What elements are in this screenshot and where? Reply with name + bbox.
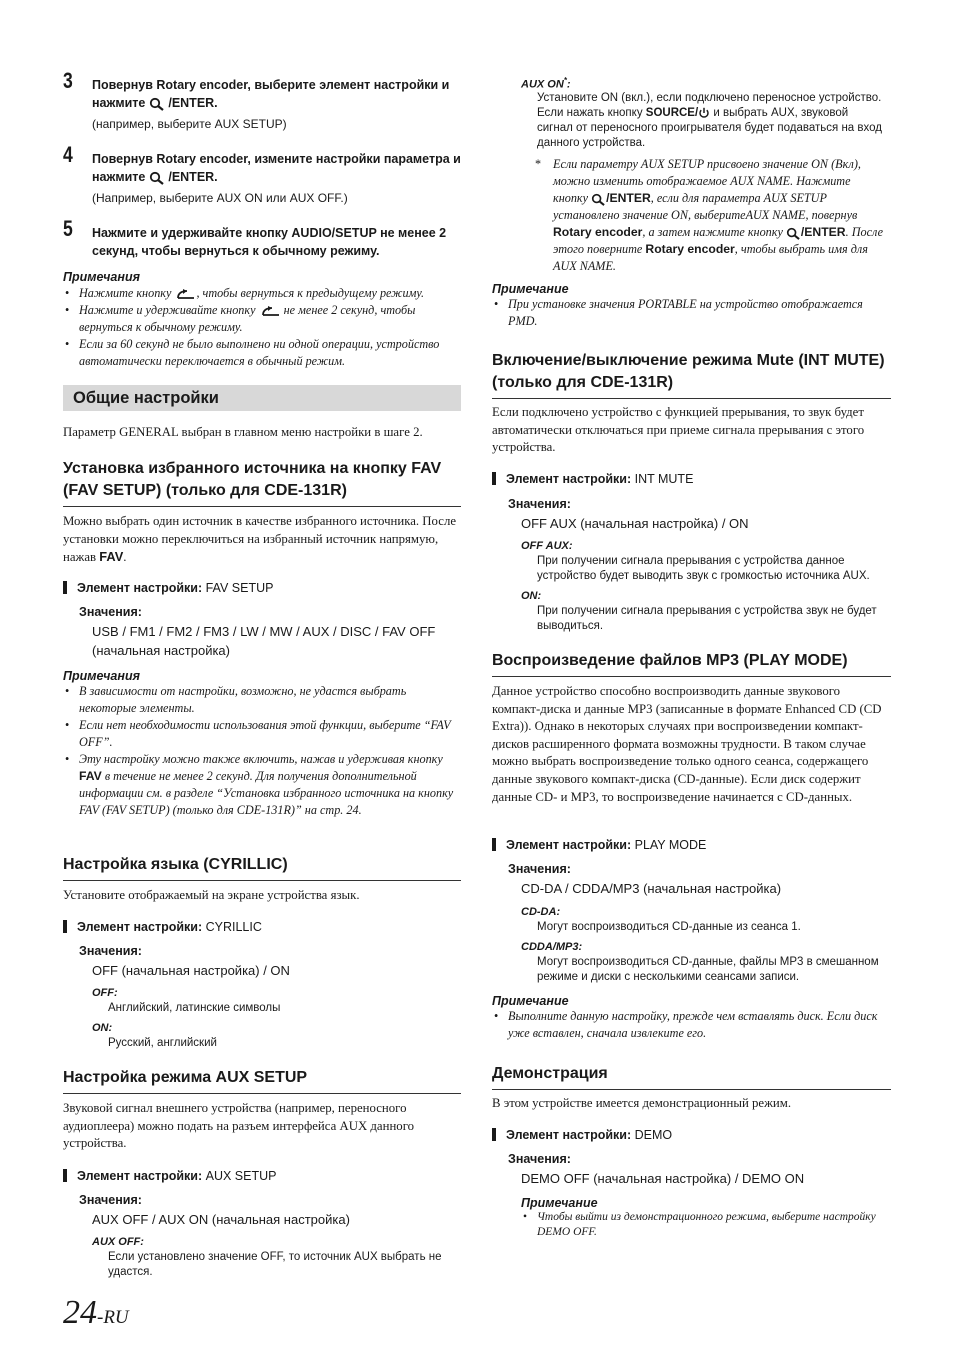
values-text: CD-DA / CDDA/MP3 (начальная настройка) bbox=[521, 881, 782, 896]
auxon-text: Установите ON (вкл.), если подключено переносное устройство. Если нажать кнопку SOURCE/ и выбрать AUX, звуковой сигнал от переносного проигрывателя будет подаваться на вход данного устройства. bbox=[537, 92, 882, 149]
option-heading: OFF AUX: bbox=[521, 540, 573, 552]
step-example: (например, выберите AUX SETUP) bbox=[92, 117, 287, 131]
setting-element: Элемент настройки: PLAY MODE bbox=[492, 838, 706, 852]
auxon-note bbox=[492, 282, 891, 330]
values-text: AUX OFF / AUX ON (начальная настройка) bbox=[92, 1212, 350, 1227]
mp3-paragraph: Данное устройство способно воспроизводить данные звукового компакт-диска и данные MP3 (записанные в формате Enhanced CD (CD Extra)). Однако в некоторых случаях при воспроизведении компакт-дисков расширенного формата возможны трудности. В таком случае можно выбрать воспроизведение только одного сеанса, содержащего данные звукового компакт-диска (CD-данные). Если диск содержит данные CD- и MP3, то воспроизведение начинается с CD-данных. bbox=[492, 684, 882, 804]
section-title-general: Общие настройки bbox=[63, 385, 461, 411]
general-text: Параметр GENERAL выбран в главном меню настройки в шаге 2. bbox=[63, 425, 423, 439]
step-example: (Например, выберите AUX ON или AUX OFF.) bbox=[92, 191, 348, 205]
setting-element: Элемент настройки: AUX SETUP bbox=[63, 1169, 276, 1183]
back-arrow-icon bbox=[259, 306, 281, 317]
step-text: Повернув Rotary encoder, измените настройки параметра и нажмите /ENTER. bbox=[92, 152, 461, 184]
notes-heading: Примечания bbox=[63, 669, 140, 683]
mute-paragraph: Если подключено устройство с функцией прерывания, то звук будет автоматически отключаться при приеме сигнала прерывания с этого устройства. bbox=[492, 405, 865, 455]
option-text: Английский, латинские символы bbox=[108, 1002, 281, 1014]
option-heading: AUX OFF: bbox=[92, 1236, 144, 1248]
cyrillic-paragraph: Установите отображаемый на экране устройства язык. bbox=[63, 888, 360, 902]
fav-paragraph: Можно выбрать один источник в качестве избранного источника. После установки можно переключиться на избранный источник напрямую, нажав FAV. bbox=[63, 514, 457, 565]
note-item: • Если за 60 секунд не было выполнено ни одной операции, устройство автоматически переключается в обычный режим. bbox=[63, 336, 463, 370]
marker bbox=[492, 1128, 496, 1141]
note-item: • Эту настройку можно также включить, нажав и удерживая кнопку FAV в течение не менее 2 секунд. Для получения дополнительной информации см. в разделе “Установка избранного источника на кнопку FAV (FAV SETUP) (только для CDE-131R)” на стр. 24. bbox=[63, 751, 461, 819]
note-item: • Если нет необходимости использования этой функции, выберите “FAV OFF”. bbox=[63, 717, 461, 751]
marker bbox=[492, 838, 496, 851]
values-label: Значения: bbox=[508, 497, 571, 511]
values-label: Значения: bbox=[79, 605, 142, 619]
note-item: • При установке значения PORTABLE на устройство отображается PMD. bbox=[492, 296, 891, 330]
heading-play-mode: Воспроизведение файлов MP3 (PLAY MODE) bbox=[492, 650, 891, 677]
marker bbox=[63, 1169, 67, 1182]
option-heading: AUX ON*: bbox=[521, 76, 571, 91]
option-text: Могут воспроизводиться CD-данные из сеанса 1. bbox=[537, 921, 801, 933]
step-number: 4 bbox=[63, 142, 73, 167]
demo-note bbox=[521, 1196, 891, 1239]
auxon-footnote: * Если параметру AUX SETUP присвоено значение ON (Вкл), можно изменить отображаемое AUX NAME. Нажмите кнопку /ENTER, если для параметра AUX SETUP установлено значение ON, выберитеAUX NAME, повернув Rotary encoder, а затем нажмите кнопку /ENTER. После этого поверните Rotary encoder, чтобы выбрать имя для AUX NAME. bbox=[535, 157, 884, 273]
step-number: 3 bbox=[63, 68, 73, 93]
setting-element: Элемент настройки: CYRILLIC bbox=[63, 920, 262, 934]
mp3-note bbox=[492, 994, 891, 1042]
option-heading: CDDA/MP3: bbox=[521, 941, 583, 953]
option-heading: ON: bbox=[521, 590, 542, 602]
step-number: 5 bbox=[63, 216, 73, 241]
values-text: DEMO OFF (начальная настройка) / DEMO ON bbox=[521, 1171, 805, 1186]
option-heading: ON: bbox=[92, 1022, 113, 1034]
search-icon bbox=[149, 171, 165, 185]
search-icon bbox=[591, 193, 606, 206]
back-arrow-icon bbox=[174, 289, 196, 300]
heading-fav-setup: Установка избранного источника на кнопку FAV (FAV SETUP) (только для CDE-131R) bbox=[63, 458, 461, 507]
heading-demo: Демонстрация bbox=[492, 1063, 891, 1090]
values-text: OFF AUX (начальная настройка) / ON bbox=[521, 516, 749, 531]
heading-cyrillic: Настройка языка (CYRILLIC) bbox=[63, 854, 461, 881]
values-label: Значения: bbox=[508, 1152, 571, 1166]
note-item: • В зависимости от настройки, возможно, не удастся выбрать некоторые элементы. bbox=[63, 683, 461, 717]
option-text: Если установлено значение OFF, то источник AUX выбрать не удастся. bbox=[108, 1251, 442, 1278]
search-icon bbox=[786, 227, 801, 240]
values-text: OFF (начальная настройка) / ON bbox=[92, 963, 290, 978]
values-text: USB / FM1 / FM2 / FM3 / LW / MW / AUX / DISC / FAV OFF (начальная настройка) bbox=[92, 624, 436, 658]
setting-element: Элемент настройки: DEMO bbox=[492, 1128, 672, 1142]
values-label: Значения: bbox=[79, 1193, 142, 1207]
values-label: Значения: bbox=[79, 944, 142, 958]
note-item: • Чтобы выйти из демонстрационного режима, выберите настройку DEMO OFF. bbox=[521, 1210, 891, 1239]
heading-aux-setup: Настройка режима AUX SETUP bbox=[63, 1067, 461, 1094]
option-heading: CD-DA: bbox=[521, 906, 561, 918]
power-icon bbox=[698, 107, 710, 119]
marker bbox=[63, 581, 67, 594]
note-item: • Выполните данную настройку, прежде чем вставлять диск. Если диск уже вставлен, сначала извлеките его. bbox=[492, 1008, 891, 1042]
values-label: Значения: bbox=[508, 862, 571, 876]
note-item: • Нажмите и удерживайте кнопку не менее 2 секунд, чтобы вернуться к обычному режиму. bbox=[63, 302, 463, 336]
option-text: При получении сигнала прерывания с устройства данное устройство будет выводить звук с громкостью источника AUX. bbox=[537, 555, 870, 582]
aux-paragraph: Звуковой сигнал внешнего устройства (например, переносного аудиоплеера) можно подать на разъем интерфейса AUX данного устройства. bbox=[63, 1101, 415, 1151]
search-icon bbox=[149, 97, 165, 111]
notes-block bbox=[63, 270, 463, 370]
notes-heading: Примечание bbox=[521, 1196, 598, 1210]
setting-element: Элемент настройки: INT MUTE bbox=[492, 472, 693, 486]
demo-paragraph: В этом устройстве имеется демонстрационный режим. bbox=[492, 1096, 792, 1110]
page-number: 24-RU bbox=[63, 1294, 129, 1331]
marker bbox=[492, 472, 496, 485]
option-text: При получении сигнала прерывания с устройства звук не будет выводиться. bbox=[537, 605, 877, 632]
marker bbox=[63, 920, 67, 933]
note-item: • Нажмите кнопку , чтобы вернуться к предыдущему режиму. bbox=[63, 285, 463, 302]
step-text: Нажмите и удерживайте кнопку AUDIO/SETUP не менее 2 секунд, чтобы вернуться к обычному режиму. bbox=[92, 226, 447, 258]
notes-heading: Примечание bbox=[492, 282, 569, 296]
option-text: Русский, английский bbox=[108, 1037, 217, 1049]
fav-notes bbox=[63, 669, 461, 819]
notes-heading: Примечания bbox=[63, 270, 140, 284]
option-text: Могут воспроизводиться CD-данные, файлы MP3 в смешанном режиме и диски с несколькими сеансами записи. bbox=[537, 956, 879, 983]
heading-int-mute: Включение/выключение режима Mute (INT MUTE) (только для CDE-131R) bbox=[492, 350, 891, 399]
notes-heading: Примечание bbox=[492, 994, 569, 1008]
setting-element: Элемент настройки: FAV SETUP bbox=[63, 581, 273, 595]
option-heading: OFF: bbox=[92, 987, 118, 999]
step-text: Повернув Rotary encoder, выберите элемент настройки и нажмите /ENTER. bbox=[92, 78, 450, 110]
